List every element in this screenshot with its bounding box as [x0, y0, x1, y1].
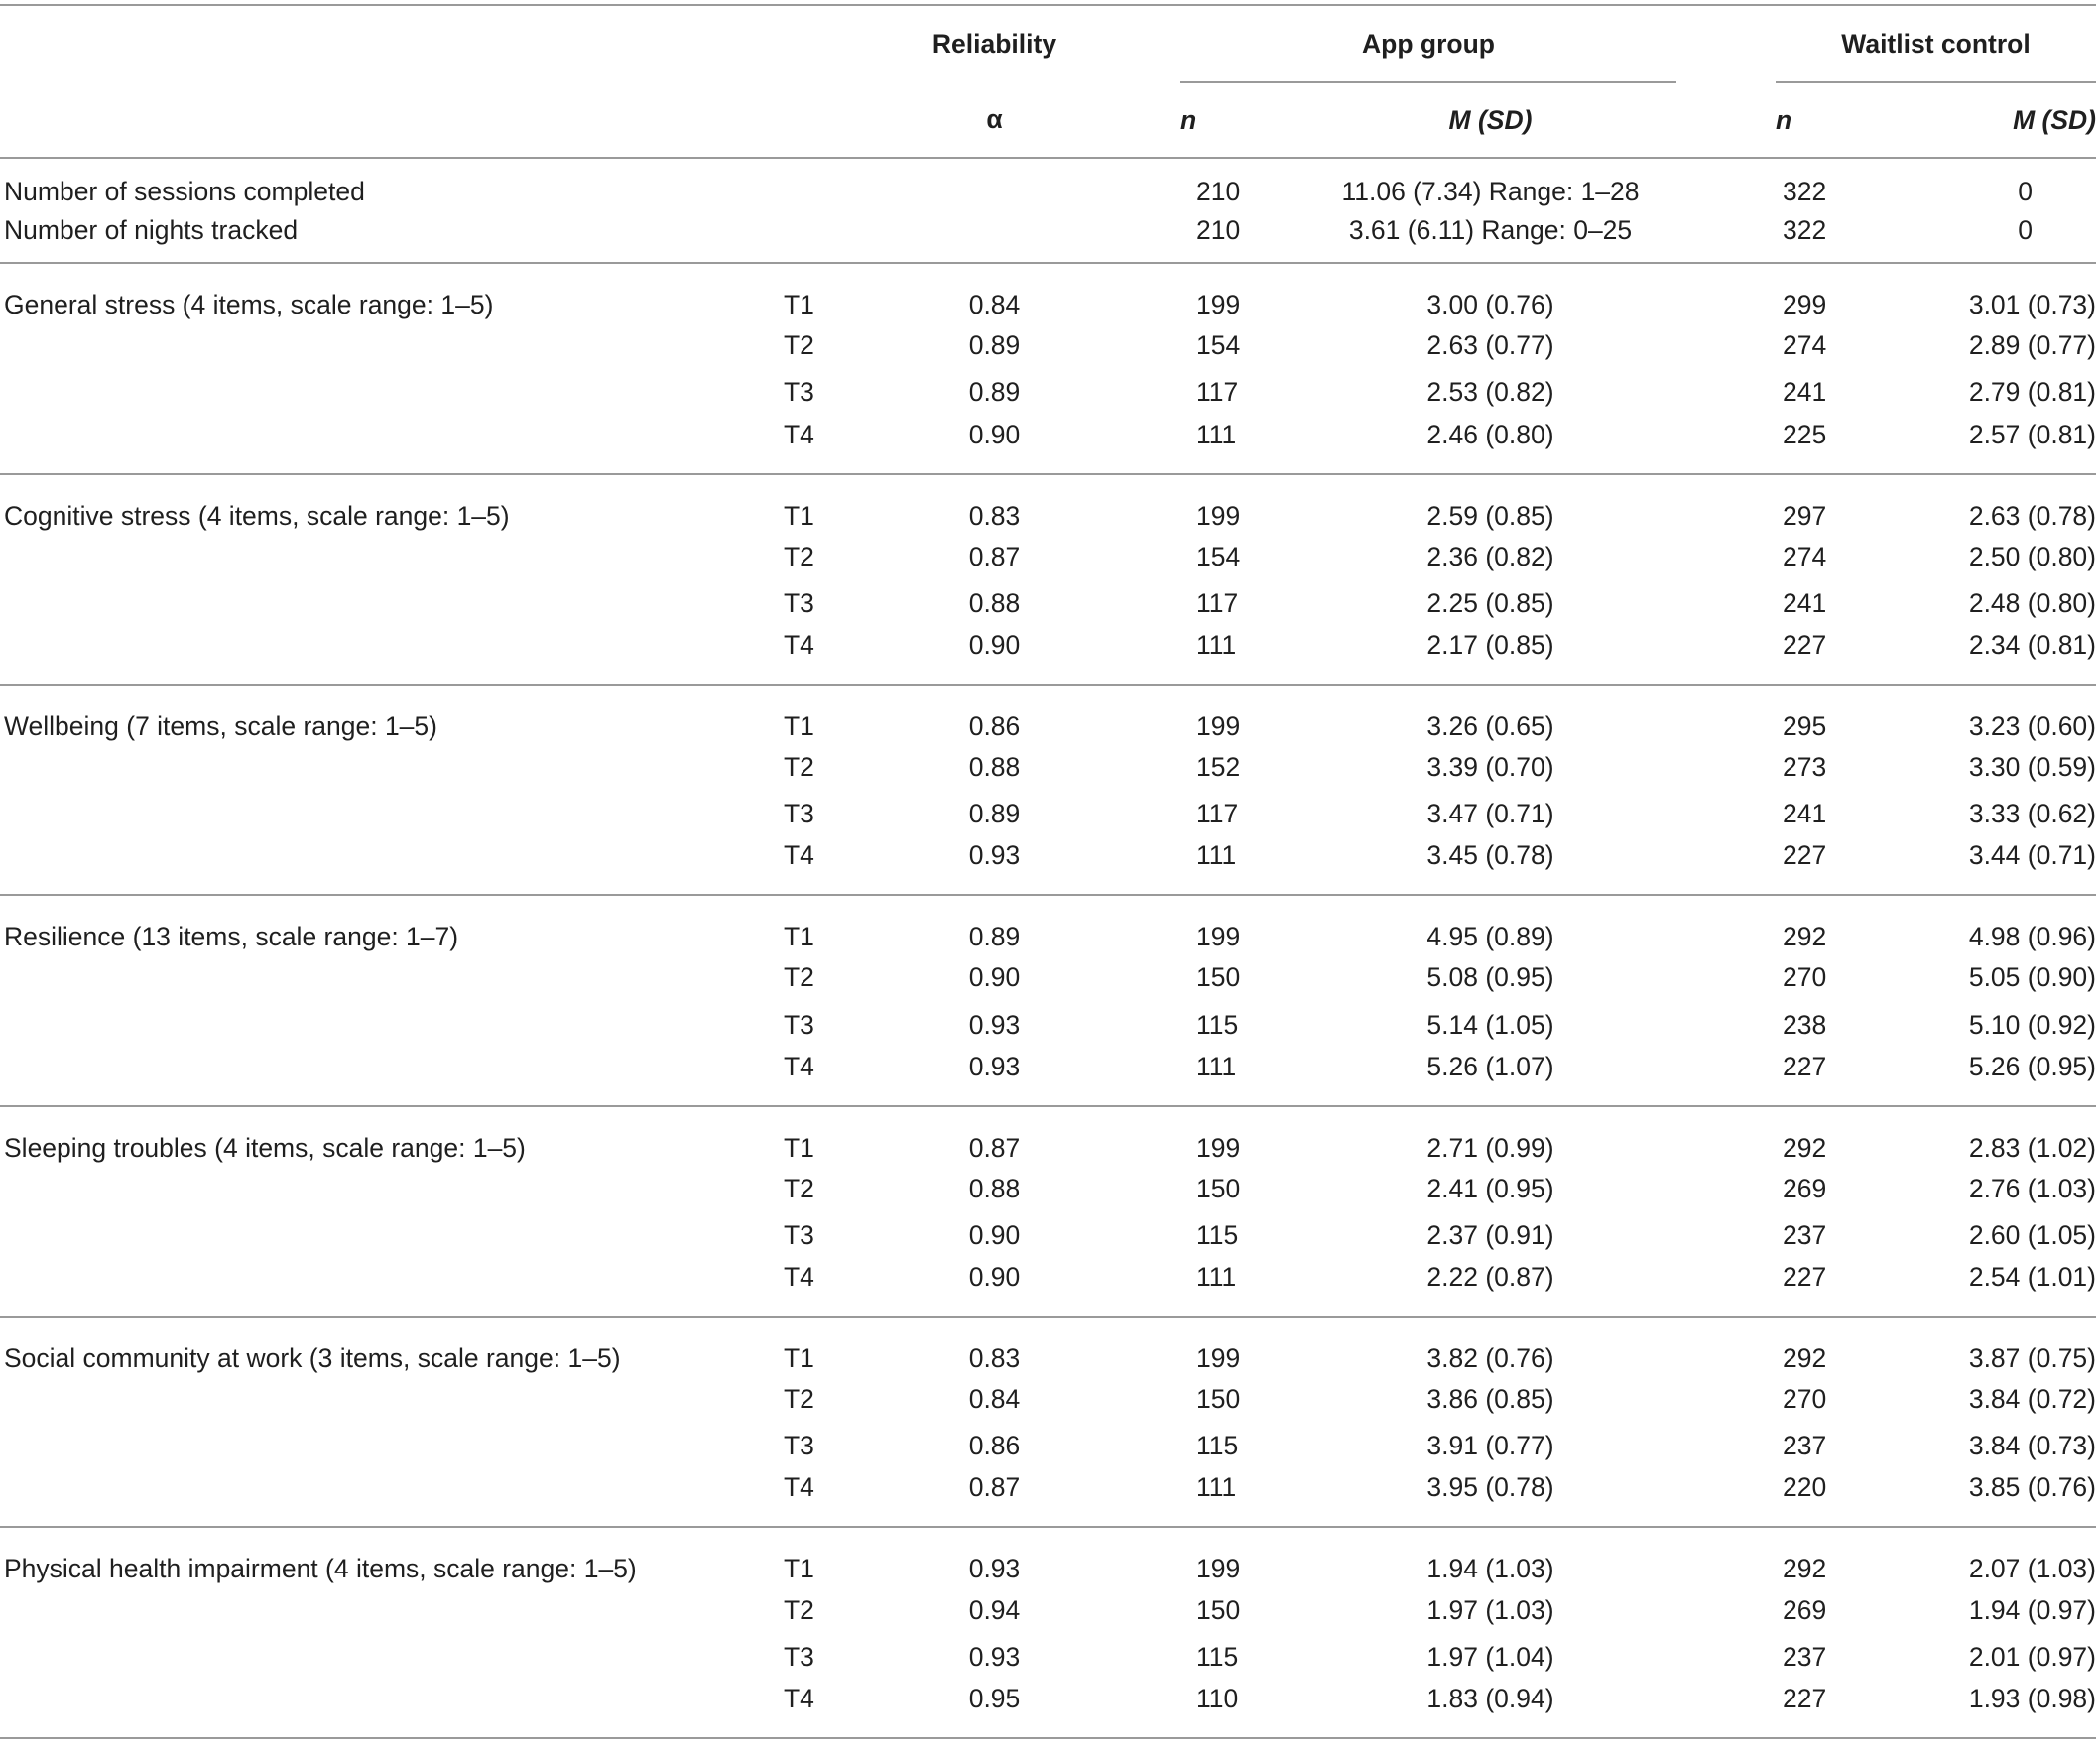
table-row [0, 534, 2096, 580]
waitlist-n-cell: 270 [1783, 962, 1827, 993]
row-label: Number of nights tracked [0, 211, 784, 263]
waitlist-msd-cell: 2.57 (0.81) [1875, 417, 2096, 474]
alpha-cell: 0.83 [968, 500, 1021, 531]
app-msd-cell: 1.83 (0.94) [1304, 1681, 1676, 1738]
timepoint-cell: T1 [784, 1554, 814, 1584]
waitlist-msd-cell: 2.76 (1.03) [1968, 1173, 2096, 1203]
timepoint-cell: T3 [784, 1219, 814, 1250]
app-msd-cell: 1.94 (1.03) [1426, 1554, 1554, 1584]
alpha-cell: 0.90 [903, 417, 1086, 474]
app-n-cell: 152 [1196, 752, 1241, 783]
app-msd-cell: 5.14 (1.05) [1426, 1009, 1554, 1040]
timepoint-cell: T4 [784, 1469, 903, 1527]
alpha-cell: 0.89 [968, 377, 1021, 408]
waitlist-n-cell: 292 [1783, 922, 1827, 952]
alpha-cell: 0.93 [903, 1049, 1086, 1106]
app-msd-cell: 3.95 (0.78) [1304, 1469, 1676, 1527]
app-msd-cell: 3.61 (6.11) Range: 0–25 [1304, 211, 1676, 263]
timepoint-cell: T1 [784, 290, 814, 320]
alpha-cell: 0.94 [968, 1594, 1021, 1625]
app-n-cell: 150 [1196, 1594, 1241, 1625]
table-row [0, 1634, 2096, 1681]
timepoint-cell: T3 [784, 1431, 814, 1461]
timepoint-cell: T1 [784, 922, 814, 952]
timepoint-cell: T4 [784, 1049, 903, 1106]
app-n-cell: 117 [1196, 799, 1239, 829]
waitlist-msd-cell: 4.98 (0.96) [1968, 922, 2096, 952]
waitlist-msd-cell: 3.44 (0.71) [1875, 837, 2096, 895]
waitlist-msd-cell: 1.93 (0.98) [1875, 1681, 2096, 1738]
app-msd-cell: 2.59 (0.85) [1426, 500, 1554, 531]
measure-label: Sleeping troubles (4 items, scale range: 1–5) [4, 1132, 526, 1163]
waitlist-n-cell: 274 [1783, 541, 1827, 571]
alpha-cell: 0.89 [968, 799, 1021, 829]
app-msd-cell: 2.22 (0.87) [1304, 1259, 1676, 1317]
waitlist-n-cell: 220 [1776, 1469, 1875, 1527]
app-msd-cell: 1.97 (1.04) [1426, 1641, 1554, 1672]
timepoint-cell: T4 [784, 627, 903, 685]
timepoint-cell: T4 [784, 1259, 903, 1317]
alpha-cell: 0.87 [903, 1469, 1086, 1527]
measure-label: Physical health impairment (4 items, scale range: 1–5) [4, 1554, 637, 1584]
app-n-cell: 115 [1196, 1009, 1239, 1040]
waitlist-n-cell: 227 [1776, 1049, 1875, 1106]
waitlist-msd-cell: 3.30 (0.59) [1968, 752, 2096, 783]
timepoint-cell: T3 [784, 1009, 814, 1040]
waitlist-n-cell: 273 [1783, 752, 1827, 783]
timepoint-cell: T1 [784, 710, 814, 741]
waitlist-n-cell: 241 [1783, 587, 1827, 618]
timepoint-cell: T2 [784, 1594, 814, 1625]
alpha-cell: 0.84 [968, 290, 1021, 320]
alpha-cell: 0.93 [903, 837, 1086, 895]
waitlist-msd-cell: 2.60 (1.05) [1968, 1219, 2096, 1250]
table-row [0, 474, 2096, 534]
measure-label: General stress (4 items, scale range: 1–5) [4, 290, 494, 320]
app-msd-cell: 2.17 (0.85) [1304, 627, 1676, 685]
alpha-cell: 0.89 [968, 330, 1021, 361]
table-row [0, 1002, 2096, 1049]
waitlist-msd-cell: 1.94 (0.97) [1968, 1594, 2096, 1625]
waitlist-n-cell: 225 [1776, 417, 1875, 474]
waitlist-n-cell: 292 [1783, 1554, 1827, 1584]
app-n-cell: 199 [1196, 1132, 1241, 1163]
timepoint-cell: T1 [784, 1343, 814, 1374]
waitlist-n-cell: 322 [1783, 177, 1827, 206]
timepoint-cell: T4 [784, 1681, 903, 1738]
app-n-cell: 111 [1180, 1259, 1304, 1317]
app-msd-cell: 3.26 (0.65) [1426, 710, 1554, 741]
waitlist-msd-cell: 3.23 (0.60) [1968, 710, 2096, 741]
app-n-cell: 115 [1196, 1431, 1239, 1461]
table-row [0, 954, 2096, 1001]
waitlist-msd-cell: 5.05 (0.90) [1968, 962, 2096, 993]
table-row [0, 791, 2096, 837]
waitlist-n-cell: 227 [1776, 627, 1875, 685]
alpha-cell: 0.90 [903, 627, 1086, 685]
waitlist-msd-cell: 0 [2018, 177, 2033, 206]
waitlist-n-cell: 241 [1783, 377, 1827, 408]
waitlist-msd-cell: 2.48 (0.80) [1968, 587, 2096, 618]
table-row [0, 744, 2096, 791]
alpha-cell: 0.90 [968, 1219, 1021, 1250]
table-row [0, 1212, 2096, 1259]
measure-label: Wellbeing (7 items, scale range: 1–5) [4, 710, 437, 741]
app-msd-cell: 2.25 (0.85) [1426, 587, 1554, 618]
alpha-cell: 0.83 [968, 1343, 1021, 1374]
alpha-cell: 0.95 [903, 1681, 1086, 1738]
waitlist-msd-cell: 2.83 (1.02) [1968, 1132, 2096, 1163]
app-n-cell: 111 [1180, 837, 1304, 895]
reliability-header: Reliability [931, 29, 1057, 59]
table-row [0, 1423, 2096, 1469]
waitlist-msd-cell: 5.10 (0.92) [1968, 1009, 2096, 1040]
waitlist-msd-cell: 3.84 (0.73) [1968, 1431, 2096, 1461]
app-msd-cell: 2.71 (0.99) [1426, 1132, 1554, 1163]
app-msd-cell: 2.37 (0.91) [1426, 1219, 1554, 1250]
table-row [0, 1259, 2096, 1317]
app-msd-cell: 2.41 (0.95) [1426, 1173, 1554, 1203]
waitlist-msd-cell: 2.01 (0.97) [1968, 1641, 2096, 1672]
app-msd-cell: 2.53 (0.82) [1426, 377, 1554, 408]
waitlist-n-cell: 322 [1776, 211, 1875, 263]
alpha-cell: 0.86 [968, 1431, 1021, 1461]
app-msd-cell: 3.39 (0.70) [1426, 752, 1554, 783]
app-n-cell: 199 [1196, 710, 1241, 741]
app-n-cell: 199 [1196, 1554, 1241, 1584]
waitlist-n-cell: 227 [1776, 1259, 1875, 1317]
table-row [0, 211, 2096, 263]
waitlist-n-cell: 227 [1776, 1681, 1875, 1738]
timepoint-cell: T1 [784, 1132, 814, 1163]
measure-label: Social community at work (3 items, scale range: 1–5) [4, 1343, 621, 1374]
app-n-cell: 115 [1196, 1219, 1239, 1250]
app-msd-cell: 4.95 (0.89) [1426, 922, 1554, 952]
waitlist-msd-cell: 2.34 (0.81) [1875, 627, 2096, 685]
waitlist-n-cell: 299 [1783, 290, 1827, 320]
app-n-cell: 199 [1196, 500, 1241, 531]
table-row [0, 837, 2096, 895]
app-msd-cell: 3.00 (0.76) [1426, 290, 1554, 320]
table-row [0, 1166, 2096, 1212]
timepoint-cell: T3 [784, 1641, 814, 1672]
timepoint-cell: T2 [784, 962, 814, 993]
app-n-cell: 115 [1196, 1641, 1239, 1672]
app-n-cell: 150 [1196, 1384, 1241, 1415]
header-row-columns [0, 82, 2096, 158]
app-n-cell: 110 [1180, 1681, 1304, 1738]
alpha-cell: 0.93 [968, 1009, 1021, 1040]
app-msd-cell: 3.47 (0.71) [1426, 799, 1554, 829]
table-row [0, 369, 2096, 416]
waitlist-n-cell: 297 [1783, 500, 1827, 531]
waitlist-msd-cell: 2.89 (0.77) [1968, 330, 2096, 361]
app-msd-cell: 3.86 (0.85) [1426, 1384, 1554, 1415]
waitlist-n-cell: 237 [1783, 1431, 1827, 1461]
timepoint-cell: T4 [784, 837, 903, 895]
app-n-cell: 111 [1180, 1469, 1304, 1527]
alpha-cell: 0.93 [968, 1554, 1021, 1584]
app-n-header: n [1180, 82, 1304, 158]
table-row [0, 895, 2096, 954]
alpha-cell: 0.90 [968, 962, 1021, 993]
alpha-cell: 0.90 [903, 1259, 1086, 1317]
app-n-cell: 111 [1180, 1049, 1304, 1106]
waitlist-msd-cell: 3.33 (0.62) [1968, 799, 2096, 829]
waitlist-msd-cell: 3.85 (0.76) [1875, 1469, 2096, 1527]
waitlist-msd-cell: 2.63 (0.78) [1968, 500, 2096, 531]
waitlist-msd-cell: 5.26 (0.95) [1875, 1049, 2096, 1106]
descriptive-statistics-table [0, 4, 2096, 1739]
alpha-cell: 0.87 [968, 541, 1021, 571]
table-row [0, 1106, 2096, 1166]
app-n-cell: 154 [1196, 541, 1241, 571]
app-msd-cell: 5.08 (0.95) [1426, 962, 1554, 993]
alpha-cell: 0.84 [968, 1384, 1021, 1415]
waitlist-n-cell: 295 [1783, 710, 1827, 741]
app-n-cell: 199 [1196, 290, 1241, 320]
waitlist-msd-cell: 2.79 (0.81) [1968, 377, 2096, 408]
measure-label: Cognitive stress (4 items, scale range: 1–5) [4, 500, 510, 531]
row-label: Number of sessions completed [4, 177, 365, 206]
table-row [0, 1586, 2096, 1633]
table-row [0, 1376, 2096, 1423]
app-n-cell: 117 [1196, 377, 1239, 408]
table-row [0, 417, 2096, 474]
waitlist-n-cell: 269 [1783, 1173, 1827, 1203]
waitlist-n-cell: 269 [1783, 1594, 1827, 1625]
timepoint-cell: T2 [784, 1384, 814, 1415]
table-row [0, 263, 2096, 322]
table-row [0, 1049, 2096, 1106]
app-n-cell: 150 [1196, 962, 1241, 993]
waitlist-msd-cell: 2.50 (0.80) [1968, 541, 2096, 571]
waitlist-msd-cell: 0 [1875, 211, 2096, 263]
table-row [0, 627, 2096, 685]
app-msd-cell: 2.46 (0.80) [1304, 417, 1676, 474]
app-msd-cell: 1.97 (1.03) [1426, 1594, 1554, 1625]
alpha-cell: 0.93 [968, 1641, 1021, 1672]
alpha-cell: 0.87 [968, 1132, 1021, 1163]
app-msd-cell: 3.91 (0.77) [1426, 1431, 1554, 1461]
waitlist-msd-cell: 2.54 (1.01) [1875, 1259, 2096, 1317]
alpha-cell: 0.88 [968, 1173, 1021, 1203]
app-msd-cell: 3.45 (0.78) [1304, 837, 1676, 895]
timepoint-cell: T1 [784, 500, 814, 531]
timepoint-cell: T3 [784, 587, 814, 618]
table-row [0, 580, 2096, 627]
waitlist-n-cell: 227 [1776, 837, 1875, 895]
app-msd-header: M (SD) [1304, 82, 1676, 158]
waitlist-n-cell: 241 [1783, 799, 1827, 829]
app-n-cell: 150 [1196, 1173, 1241, 1203]
waitlist-n-cell: 270 [1783, 1384, 1827, 1415]
alpha-cell: 0.88 [968, 587, 1021, 618]
app-n-cell: 117 [1196, 587, 1239, 618]
app-msd-cell: 3.82 (0.76) [1426, 1343, 1554, 1374]
app-n-cell: 210 [1180, 211, 1304, 263]
timepoint-cell: T2 [784, 541, 814, 571]
app-group-header: App group [1180, 6, 1676, 82]
waitlist-msd-cell: 2.07 (1.03) [1968, 1554, 2096, 1584]
waitlist-n-cell: 292 [1783, 1132, 1827, 1163]
header-row-groups [0, 6, 2096, 82]
waitlist-msd-cell: 3.87 (0.75) [1968, 1343, 2096, 1374]
waitlist-n-cell: 292 [1783, 1343, 1827, 1374]
waitlist-control-header: Waitlist control [1776, 6, 2096, 82]
app-n-cell: 199 [1196, 1343, 1241, 1374]
table-row [0, 322, 2096, 369]
timepoint-cell: T3 [784, 377, 814, 408]
waitlist-n-cell: 274 [1783, 330, 1827, 361]
table-row [0, 1469, 2096, 1527]
app-n-cell: 154 [1196, 330, 1241, 361]
waitlist-msd-cell: 3.84 (0.72) [1968, 1384, 2096, 1415]
app-n-cell: 111 [1180, 417, 1304, 474]
app-msd-cell: 2.63 (0.77) [1426, 330, 1554, 361]
waitlist-n-cell: 237 [1783, 1641, 1827, 1672]
timepoint-cell: T2 [784, 752, 814, 783]
table-row [0, 685, 2096, 744]
waitlist-n-cell: 237 [1783, 1219, 1827, 1250]
table-row [0, 158, 2096, 211]
alpha-cell: 0.86 [968, 710, 1021, 741]
waitlist-msd-cell: 3.01 (0.73) [1968, 290, 2096, 320]
app-msd-cell: 11.06 (7.34) Range: 1–28 [1341, 177, 1640, 206]
waitlist-n-cell: 238 [1783, 1009, 1827, 1040]
waitlist-msd-header: M (SD) [1875, 82, 2096, 158]
waitlist-n-header: n [1776, 82, 1875, 158]
alpha-cell: 0.89 [968, 922, 1021, 952]
app-msd-cell: 5.26 (1.07) [1304, 1049, 1676, 1106]
table-row [0, 1527, 2096, 1586]
app-n-cell: 210 [1196, 177, 1241, 206]
alpha-header: α [903, 82, 1086, 158]
timepoint-cell: T4 [784, 417, 903, 474]
app-n-cell: 111 [1180, 627, 1304, 685]
timepoint-cell: T2 [784, 1173, 814, 1203]
app-n-cell: 199 [1196, 922, 1241, 952]
timepoint-cell: T2 [784, 330, 814, 361]
measure-label: Resilience (13 items, scale range: 1–7) [4, 922, 459, 952]
table-row [0, 1317, 2096, 1376]
alpha-cell: 0.88 [968, 752, 1021, 783]
table-row [0, 1681, 2096, 1738]
app-msd-cell: 2.36 (0.82) [1426, 541, 1554, 571]
timepoint-cell: T3 [784, 799, 814, 829]
